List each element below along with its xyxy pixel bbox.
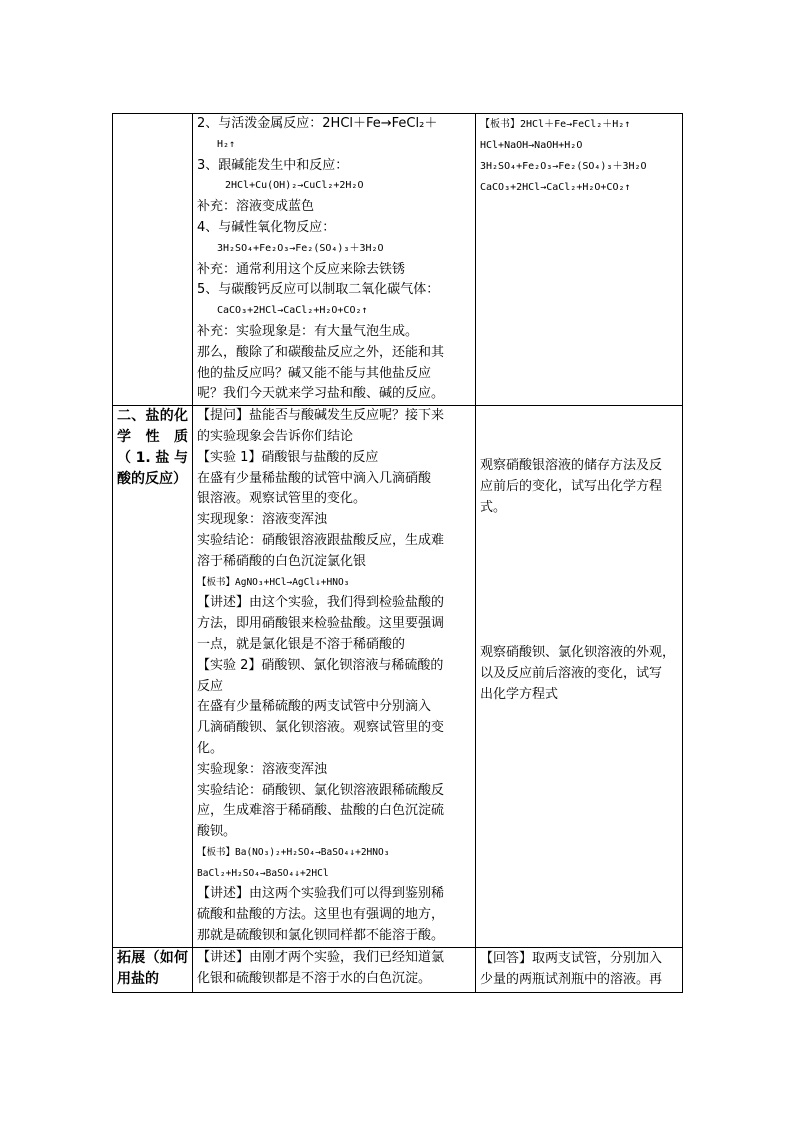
content-cell bbox=[193, 114, 476, 406]
note-line: 【回答】取两支试管，分别加入 bbox=[480, 950, 663, 966]
equation-line: CaCO₃+2HCl→CaCl₂+H₂O+CO₂↑ bbox=[217, 305, 368, 317]
text-line: 几滴硝酸钡、氯化钡溶液。观察试管里的变 bbox=[197, 720, 445, 736]
note-line: HCl+NaOH→NaOH+H₂O bbox=[480, 140, 583, 151]
text-line: 【提问】盐能否与酸碱发生反应呢？接下来 bbox=[197, 408, 445, 424]
note-line: CaCO₃+2HCl→CaCl₂+H₂O+CO₂↑ bbox=[480, 182, 631, 193]
text-line: 【实验 1】硝酸银与盐酸的反应 bbox=[197, 449, 379, 465]
text-line: 【讲述】由这个实验，我们得到检验盐酸的 bbox=[197, 595, 445, 611]
text-line: 方法，即用硝酸银来检验盐酸。这里要强调 bbox=[197, 616, 445, 632]
text-line: 【讲述】由这两个实验我们可以得到鉴别稀 bbox=[197, 886, 445, 902]
text-line: 5、与碳酸钙反应可以制取二氧化碳气体： bbox=[197, 282, 440, 298]
note-line: 以及反应前后溶液的变化，试写 bbox=[480, 666, 663, 682]
notes-cell bbox=[476, 947, 683, 992]
topic-cell bbox=[113, 114, 193, 406]
equation-line: BaCl₂+H₂SO₄→BaSO₄↓+2HCl bbox=[197, 867, 329, 879]
text-line: 一点，就是氯化银是不溶于稀硝酸的 bbox=[197, 636, 406, 652]
note-line: 观察硝酸银溶液的储存方法及反 bbox=[480, 458, 663, 474]
text-line: 在盛有少量稀硫酸的两支试管中分别滴入 bbox=[197, 699, 432, 715]
note-line: 观察硝酸钡、氯化钡溶液的外观， bbox=[480, 645, 676, 661]
note-line: 出化学方程式 bbox=[480, 687, 559, 703]
text-line: 银溶液。观察试管里的变化。 bbox=[197, 491, 367, 507]
text-line: 2、与活泼金属反应：2HCl＋Fe→FeCl₂＋ bbox=[197, 116, 438, 131]
text-line: 在盛有少量稀盐酸的试管中滴入几滴硝酸 bbox=[197, 470, 432, 486]
text-line: 补充：实验现象是：有大量气泡生成。 bbox=[197, 323, 419, 339]
text-line: 4、与碱性氧化物反应： bbox=[197, 219, 336, 235]
text-line: 那就是硫酸钡和氯化钡同样都不能溶于酸。 bbox=[197, 928, 445, 944]
content-cell bbox=[193, 947, 476, 992]
text-line: 化。 bbox=[197, 740, 224, 756]
equation-line: 3H₂SO₄+Fe₂O₃→Fe₂(SO₄)₃＋3H₂O bbox=[217, 242, 384, 254]
text-line: 实验现象：溶液变浑浊 bbox=[197, 761, 328, 777]
text-line: 酸钡。 bbox=[197, 824, 237, 840]
equation-line: 2HCl+Cu(OH)₂→CuCl₂+2H₂O bbox=[225, 180, 364, 192]
equation-line: 【板书】AgNO₃+HCl→AgCl↓+HNO₃ bbox=[197, 576, 350, 588]
text-line: 3、跟碱能发生中和反应： bbox=[197, 157, 349, 173]
content-cell bbox=[193, 406, 476, 948]
note-line: 少量的两瓶试剂瓶中的溶液。再 bbox=[480, 971, 663, 987]
note-line: 应前后的变化，试写出化学方程 bbox=[480, 479, 663, 495]
notes-cell bbox=[476, 114, 683, 406]
text-line: H₂↑ bbox=[217, 138, 236, 150]
text-line: 硫酸和盐酸的方法。这里也有强调的地方， bbox=[197, 907, 445, 923]
text-line: 呢？我们今天就来学习盐和酸、碱的反应。 bbox=[197, 386, 445, 402]
text-line: 的实验现象会告诉你们结论 bbox=[197, 428, 354, 444]
notes-cell bbox=[476, 406, 683, 948]
note-line: 式。 bbox=[480, 500, 507, 516]
topic-cell: 拓展（如何用盐的 bbox=[113, 947, 193, 992]
note-line: 3H₂SO₄+Fe₂O₃→Fe₂(SO₄)₃＋3H₂O bbox=[480, 161, 647, 172]
equation-line: 【板书】Ba(NO₃)₂+H₂SO₄→BaSO₄↓+2HNO₃ bbox=[197, 846, 390, 858]
text-line: 实现现象：溶液变浑浊 bbox=[197, 512, 328, 528]
text-line: 那么，酸除了和碳酸盐反应之外，还能和其 bbox=[197, 344, 445, 360]
topic-cell: 二、盐的化学性质（1.盐与酸的反应） bbox=[113, 406, 193, 948]
text-line: 实验结论：硝酸钡、氯化钡溶液跟稀硫酸反 bbox=[197, 782, 445, 798]
table-row bbox=[113, 947, 683, 992]
text-line: 应，生成难溶于稀硝酸、盐酸的白色沉淀硫 bbox=[197, 803, 445, 819]
table-row bbox=[113, 406, 683, 948]
text-line: 化银和硫酸钡都是不溶于水的白色沉淀。 bbox=[197, 970, 432, 986]
text-line: 【讲述】由刚才两个实验，我们已经知道氯 bbox=[197, 949, 445, 965]
lesson-plan-table bbox=[112, 113, 683, 993]
text-line: 反应 bbox=[197, 678, 224, 694]
table-row bbox=[113, 114, 683, 406]
text-line: 实验结论：硝酸银溶液跟盐酸反应，生成难 bbox=[197, 532, 445, 548]
text-line: 他的盐反应吗？碱又能不能与其他盐反应 bbox=[197, 365, 432, 381]
text-line: 补充：通常利用这个反应来除去铁锈 bbox=[197, 261, 406, 277]
text-line: 【实验 2】硝酸钡、氯化钡溶液与稀硫酸的 bbox=[197, 657, 444, 673]
note-line: 【板书】2HCl＋Fe→FeCl₂＋H₂↑ bbox=[480, 119, 631, 130]
text-line: 补充：溶液变成蓝色 bbox=[197, 199, 315, 215]
text-line: 溶于稀硝酸的白色沉淀氯化银 bbox=[197, 553, 367, 569]
